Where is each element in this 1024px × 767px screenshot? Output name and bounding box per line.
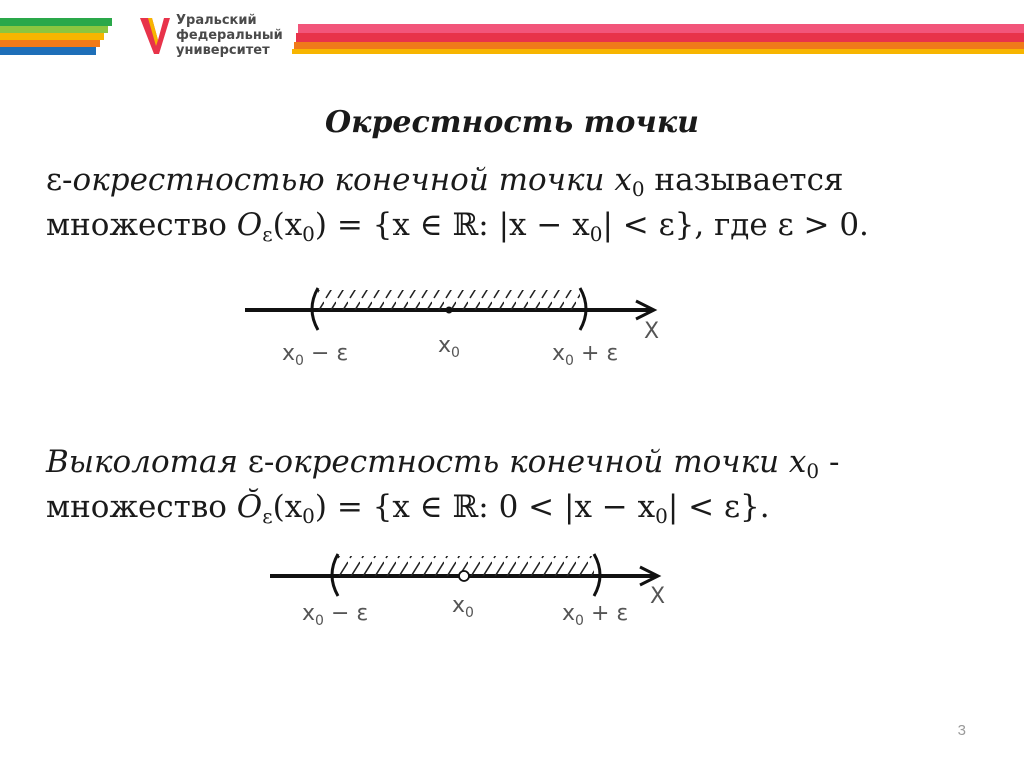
definition2-line-2: множество $Ŏ_\varepsilon(x_0) = \{x$ ∈ ℝ: $0 < |x - x_0| < \varepsilon$}. bbox=[46, 489, 770, 528]
definition2-line-1: Выколотая ε-окрестность конечной точки $x_0$ - bbox=[46, 444, 840, 483]
left-endpoint-label: $x_0 - \varepsilon$ bbox=[282, 341, 349, 369]
page-number: 3 bbox=[957, 722, 966, 739]
axis-label: X bbox=[644, 319, 660, 344]
punctured-point bbox=[459, 571, 469, 581]
axis-label: X bbox=[650, 584, 666, 609]
center-label: $x_0$ bbox=[438, 333, 460, 361]
definition-line-2: множество $O_\varepsilon(x_0) = \{x$ ∈ ℝ: $|x - x_0| < \varepsilon$}, где ε > 0. bbox=[46, 207, 869, 246]
diagram-punctured-neighborhood bbox=[270, 554, 665, 629]
center-label: $x_0$ bbox=[452, 593, 474, 621]
left-endpoint-label: $x_0 - \varepsilon$ bbox=[302, 601, 369, 629]
right-endpoint-label: $x_0 + \varepsilon$ bbox=[552, 341, 619, 369]
slide-title: Окрестность точки bbox=[325, 105, 699, 140]
center-point bbox=[446, 307, 453, 314]
right-endpoint-label: $x_0 + \varepsilon$ bbox=[562, 601, 629, 629]
diagram-neighborhood bbox=[245, 288, 659, 369]
university-logo-text: Уральский федеральный университет bbox=[176, 13, 283, 58]
definition-line-1: ε-окрестностью конечной точки $x_0$ называется bbox=[46, 162, 844, 201]
